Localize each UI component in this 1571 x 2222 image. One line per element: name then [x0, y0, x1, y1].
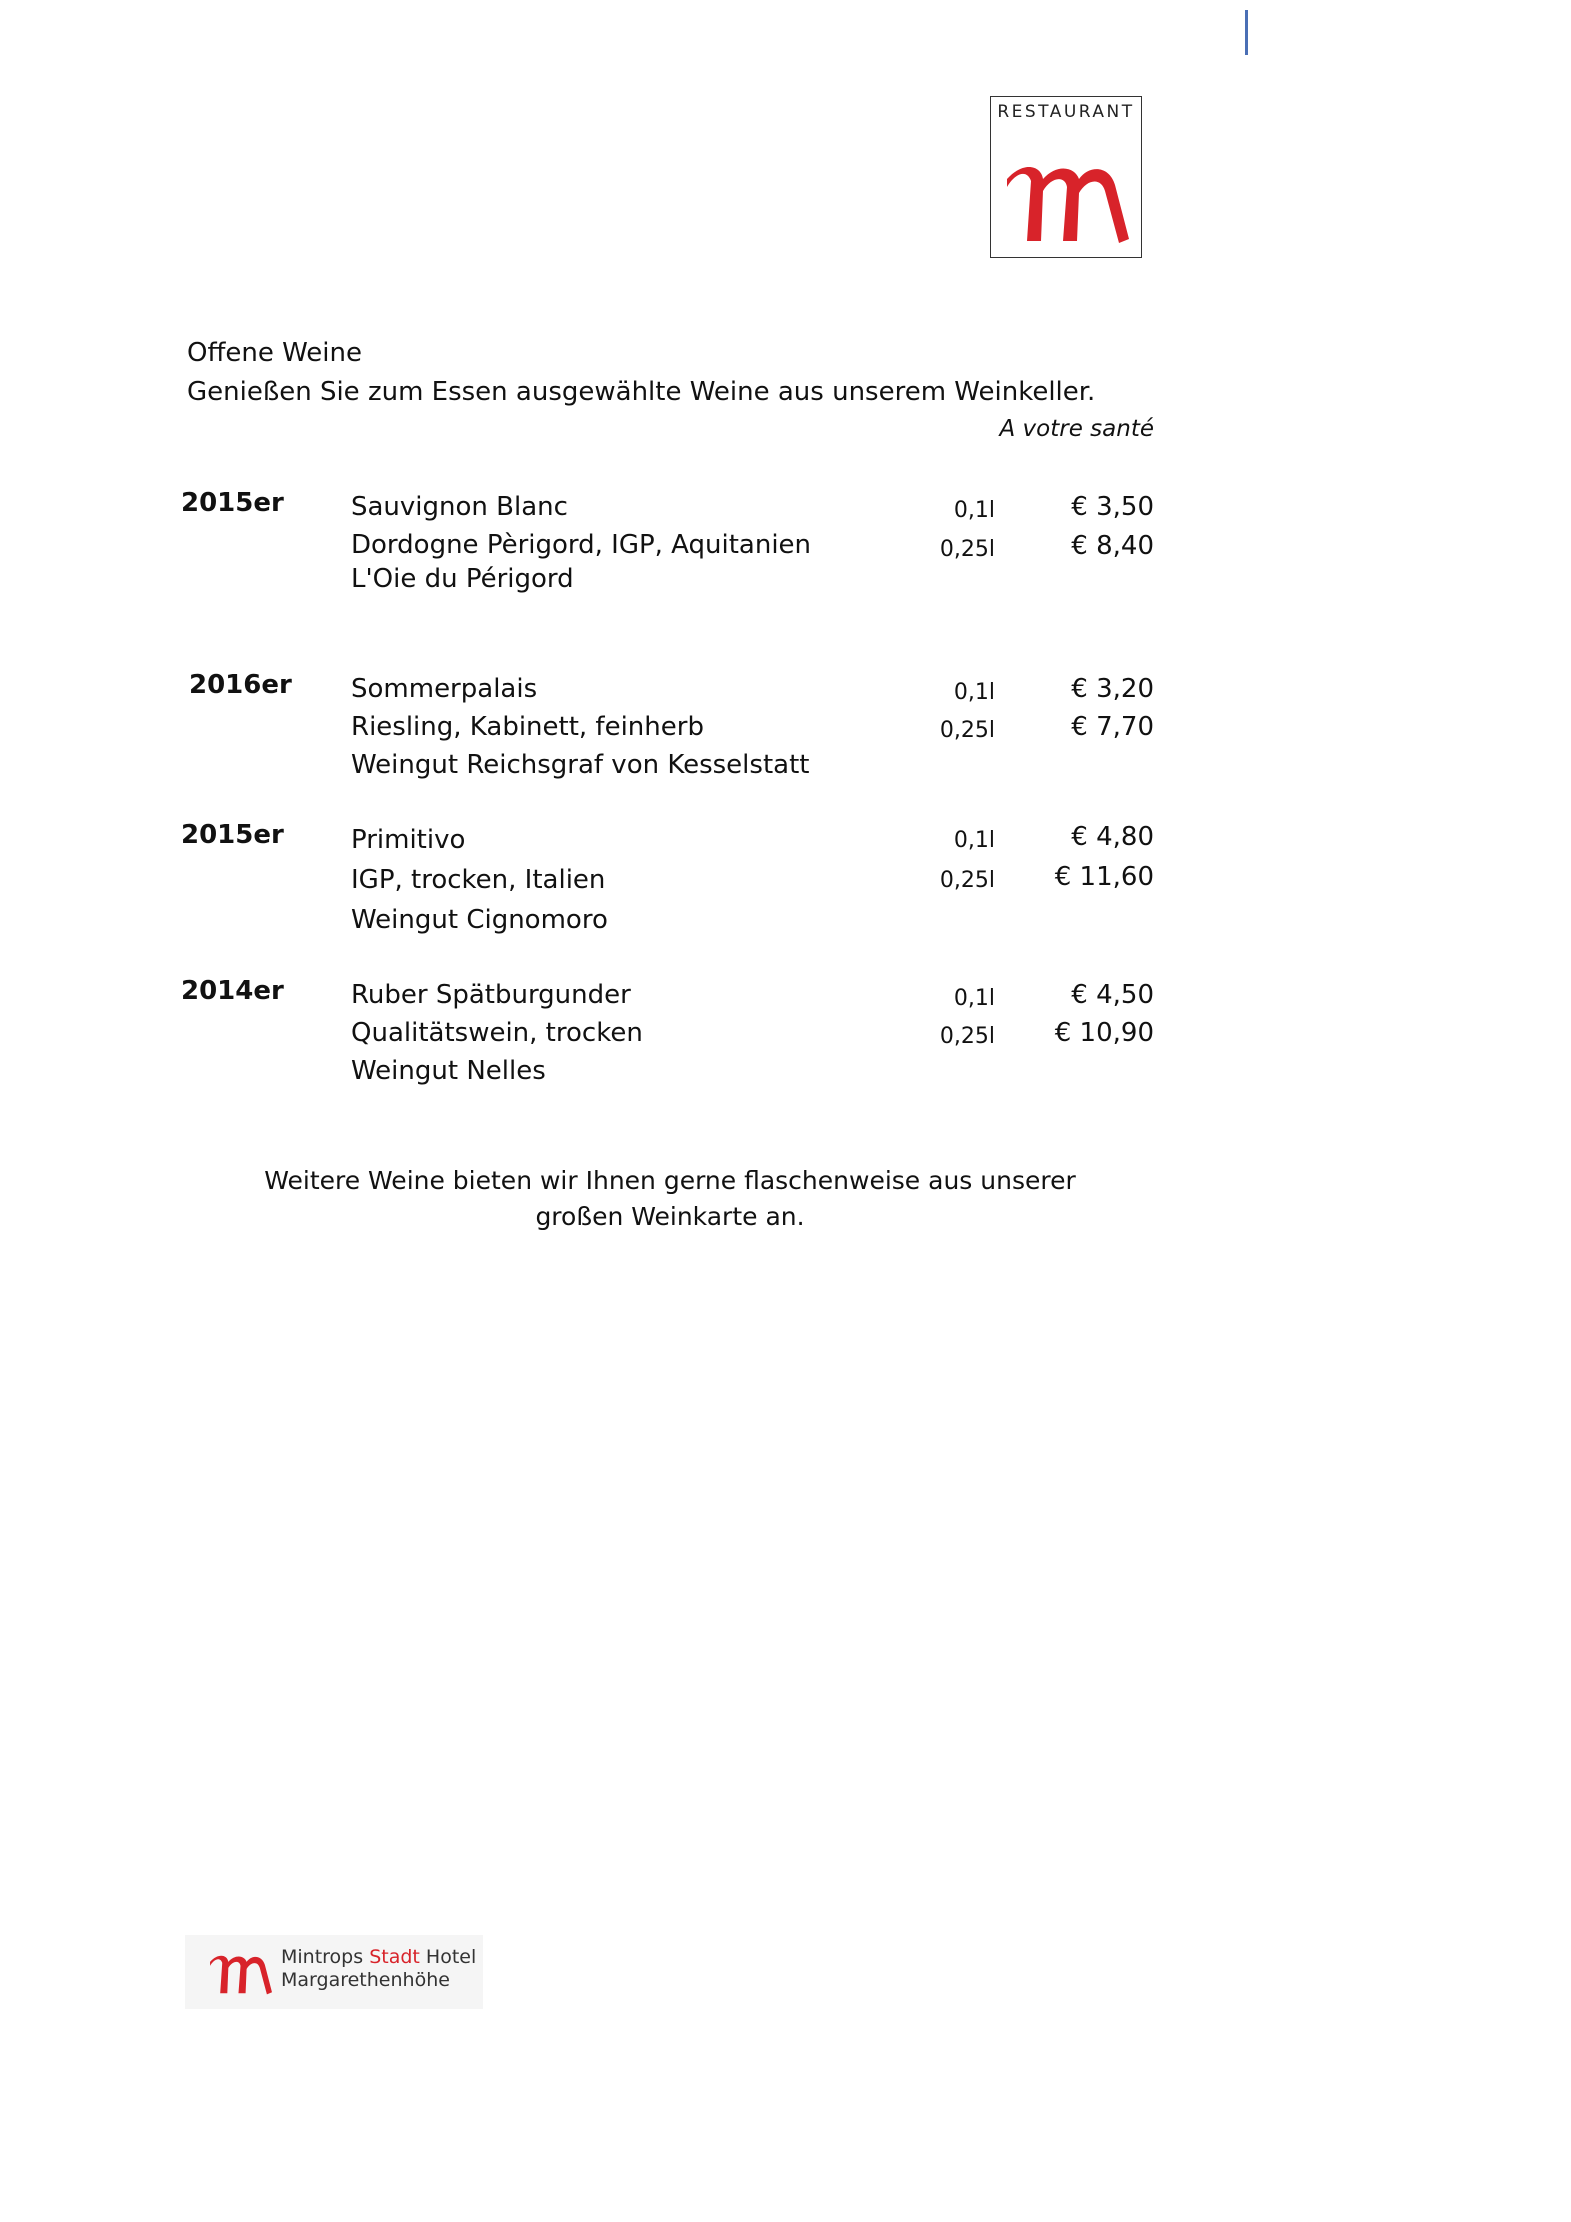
wine-origin: Dordogne Pèrigord, IGP, Aquitanien	[351, 530, 812, 560]
hotel-logo	[185, 1935, 483, 2009]
size-large: 0,25l	[939, 1024, 995, 1049]
price-large: € 7,70	[1071, 712, 1154, 742]
wine-year: 2015er	[181, 488, 284, 518]
price-small: € 3,20	[1071, 674, 1154, 704]
page-subtitle: Genießen Sie zum Essen ausgewählte Weine aus unserem Weinkeller.	[187, 377, 1096, 407]
wine-name: Primitivo	[351, 825, 466, 855]
toast-text: A votre santé	[999, 416, 1154, 442]
wine-origin: Qualitätswein, trocken	[351, 1018, 643, 1048]
more-wines-note	[0, 1163, 1340, 1235]
price-large: € 11,60	[1054, 862, 1154, 892]
hotel-name-part3: Hotel	[425, 1946, 477, 1968]
wine-name: Sauvignon Blanc	[351, 492, 568, 522]
wine-entry	[0, 488, 1571, 638]
wine-entry	[0, 820, 1571, 970]
hotel-name	[281, 1946, 476, 1992]
wine-entry	[0, 976, 1571, 1126]
size-small: 0,1l	[953, 498, 995, 523]
text-cursor	[1245, 10, 1248, 55]
m-logo-icon	[207, 1947, 273, 1999]
logo-word: RESTAURANT	[997, 102, 1135, 122]
price-small: € 3,50	[1071, 492, 1154, 522]
wine-producer: Weingut Cignomoro	[351, 905, 608, 935]
wine-origin: IGP, trocken, Italien	[351, 865, 606, 895]
size-large: 0,25l	[939, 537, 995, 562]
price-large: € 10,90	[1054, 1018, 1154, 1048]
wine-description	[351, 820, 608, 940]
wine-entry	[0, 670, 1571, 820]
note-line-2: großen Weinkarte an.	[535, 1202, 805, 1231]
wine-name: Ruber Spätburgunder	[351, 980, 631, 1010]
wine-producer: Weingut Reichsgraf von Kesselstatt	[351, 750, 810, 780]
m-logo-icon	[1001, 151, 1131, 251]
hotel-location: Margarethenhöhe	[281, 1969, 450, 1991]
wine-description	[351, 488, 811, 598]
wine-origin: Riesling, Kabinett, feinherb	[351, 712, 704, 742]
wine-name: Sommerpalais	[351, 674, 538, 704]
wine-year: 2016er	[189, 670, 292, 700]
size-small: 0,1l	[953, 680, 995, 705]
hotel-name-part2: Stadt	[369, 1946, 420, 1968]
wine-year: 2014er	[181, 976, 284, 1006]
size-small: 0,1l	[953, 828, 995, 853]
restaurant-logo	[990, 96, 1142, 258]
price-small: € 4,80	[1071, 822, 1154, 852]
price-large: € 8,40	[1071, 531, 1154, 561]
price-small: € 4,50	[1071, 980, 1154, 1010]
size-large: 0,25l	[939, 718, 995, 743]
size-large: 0,25l	[939, 868, 995, 893]
wine-producer: Weingut Nelles	[351, 1056, 546, 1086]
wine-producer: L'Oie du Périgord	[351, 564, 574, 594]
wine-description	[351, 976, 643, 1090]
note-line-1: Weitere Weine bieten wir Ihnen gerne flaschenweise aus unserer	[264, 1166, 1076, 1195]
hotel-name-part1: Mintrops	[281, 1946, 364, 1968]
page-title: Offene Weine	[187, 338, 362, 368]
wine-year: 2015er	[181, 820, 284, 850]
size-small: 0,1l	[953, 986, 995, 1011]
wine-description	[351, 670, 809, 784]
